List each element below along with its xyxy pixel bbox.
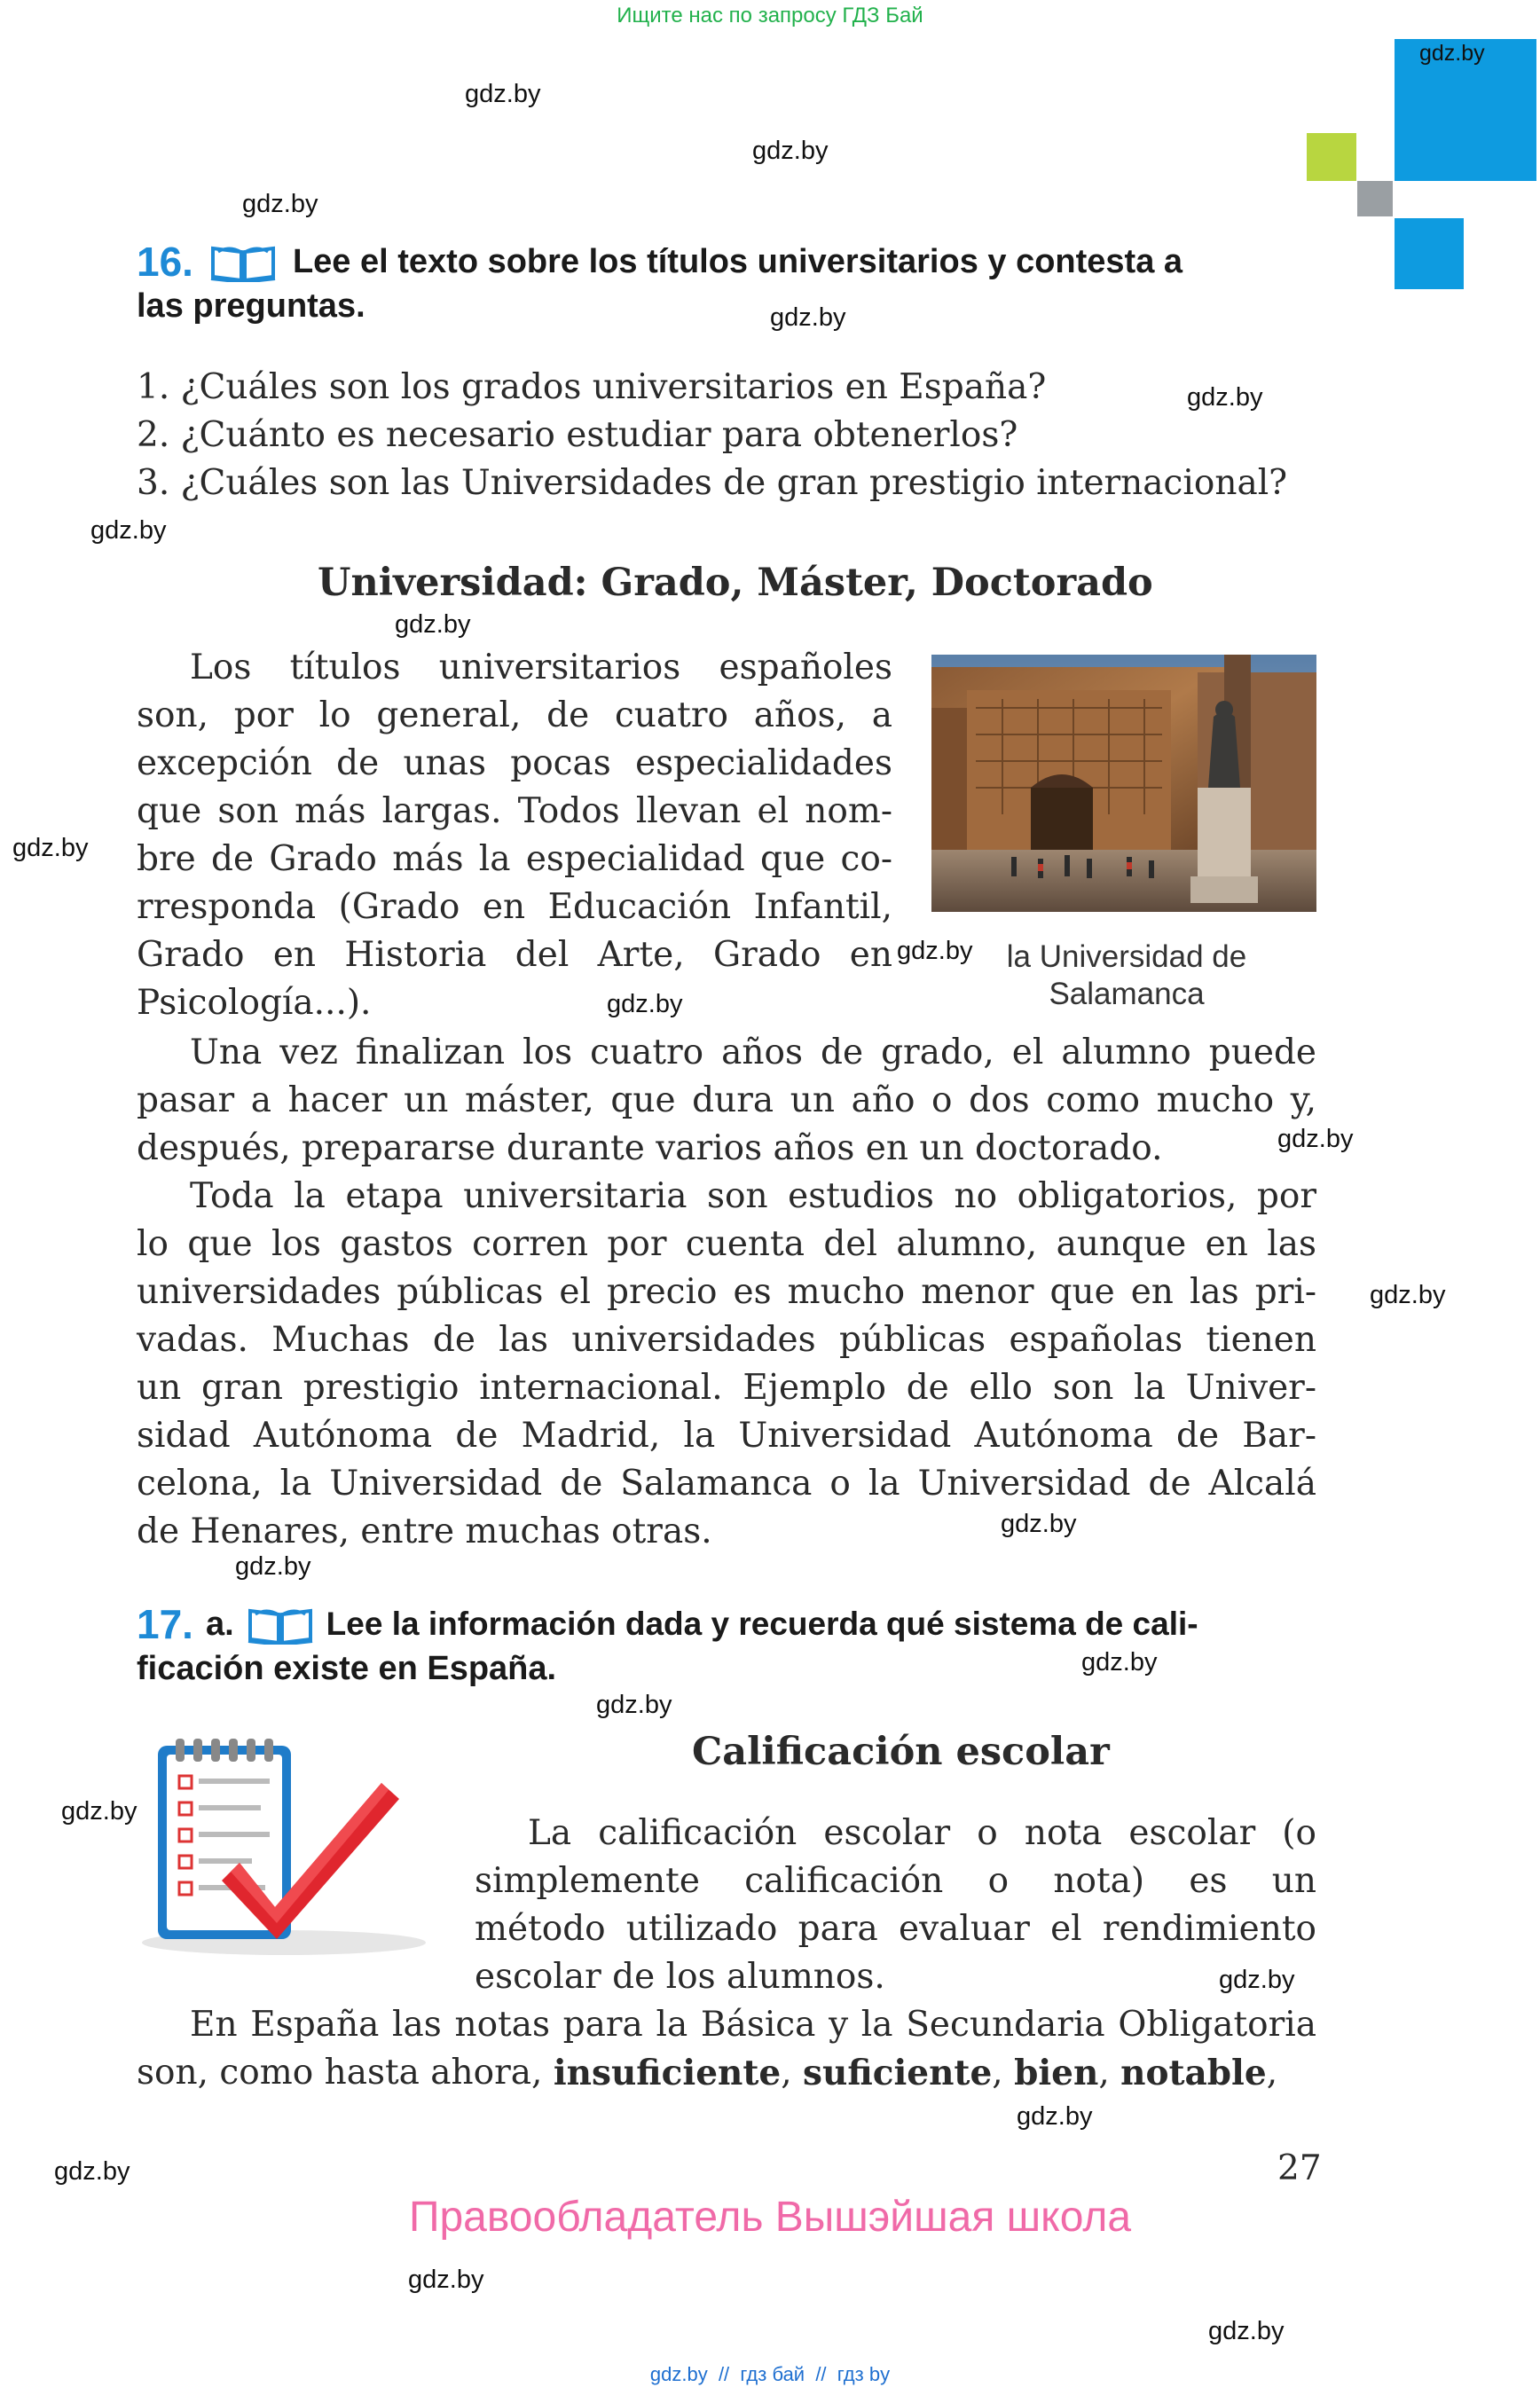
university-photo [931,655,1316,912]
task-instruction: Lee el texto sobre los títulos universitarios y contesta a [292,243,1183,280]
watermark[interactable]: gdz.by [607,990,683,1018]
article-title: Calificación escolar [692,1730,1110,1774]
article-paragraph [137,1029,1316,1173]
caption-line: la Universidad de [1006,939,1247,974]
watermark[interactable]: gdz.by [54,2157,130,2186]
article-title: Universidad: Grado, Máster, Doctorado [318,561,1153,605]
question-2: 2. ¿Cuánto es necesario estudiar para obtenerlos? [137,415,1018,455]
deco-square-green [1307,133,1356,181]
task-17-header [137,1602,1316,1691]
text-line: lo que los gastos corren por cuenta del alumno, aunque en las [137,1224,1316,1264]
grade-term: bien [1014,2053,1099,2093]
text-line: de Henares, entre muchas otras. [137,1512,712,1551]
top-banner[interactable]: Ищите нас по запросу ГДЗ Бай [617,4,923,27]
grade-term: suficiente [803,2053,993,2093]
article-paragraph [137,1173,1316,1556]
text-line: escolar de los alumnos. [475,1957,885,1997]
watermark[interactable]: gdz.by [596,1691,672,1719]
text-line: En España las notas para la Básica y la Secundaria Obligatoria [190,2005,1316,2045]
text-line: después, prepararse durante varios años en un doctorado. [137,1128,1163,1168]
text-line: método utilizado para evaluar el rendimiento [475,1909,1316,1949]
separator: , [781,2053,804,2093]
question-3: 3. ¿Cuáles son las Universidades de gran prestigio internacional? [137,463,1288,503]
watermark[interactable]: gdz.by [1219,1966,1295,1994]
text-line: universidades públicas el precio es mucho menor que en las pri- [137,1272,1316,1312]
text-line: Los títulos universitarios españoles [190,648,892,687]
watermark[interactable]: gdz.by [465,80,541,108]
watermark[interactable]: gdz.by [1001,1510,1077,1538]
grade-term: insuficiente [553,2053,782,2093]
task-16-header [137,240,1316,328]
task-number: 17. [137,1601,193,1647]
article-paragraph [137,644,892,1027]
text-line [137,2049,1316,2097]
text-line: son, por lo general, de cuatro años, a [137,695,892,735]
text-line: que son más largas. Todos llevan el nom- [137,791,892,831]
text-line: Psicología...). [137,983,372,1023]
caption-line: Salamanca [1049,977,1205,1011]
text-line: celona, la Universidad de Salamanca o la Universidad de Alcalá [137,1464,1316,1504]
watermark[interactable]: gdz.by [235,1552,311,1581]
text-line: pasar a hacer un máster, que dura un año o dos como mucho y, [137,1080,1316,1120]
article-paragraph [137,2001,1316,2097]
photo-caption [976,938,1277,1013]
task-instruction-cont: las preguntas. [137,287,365,325]
watermark[interactable]: gdz.by [242,190,318,218]
watermark[interactable]: gdz.by [12,834,89,862]
separator: , [992,2053,1015,2093]
text-line: vadas. Muchas de las universidades públicas españolas tienen [137,1320,1316,1360]
watermark[interactable]: gdz.by [897,937,973,965]
separator: , [1098,2053,1121,2093]
watermark[interactable]: gdz.by [1017,2102,1093,2131]
task-instruction-cont: ficación existe en España. [137,1650,557,1687]
book-icon [247,1604,314,1645]
task-number: 16. [137,239,193,285]
watermark[interactable]: gdz.by [395,610,471,639]
deco-square-blue-small [1395,218,1464,289]
text-line: Toda la etapa universitaria son estudios no obligatorios, por [190,1176,1316,1216]
separator: , [1266,2053,1278,2093]
text-line: Grado en Historia del Arte, Grado en [137,935,892,975]
task-subletter: a. [205,1606,234,1643]
watermark[interactable]: gdz.by [90,516,167,545]
watermark[interactable]: gdz.by [408,2266,484,2294]
task-instruction: Lee la información dada y recuerda qué sistema de cali- [326,1606,1198,1642]
text-line: rresponda (Grado en Educación Infantil, [137,887,892,927]
checklist-icon [106,1730,444,1960]
watermark[interactable]: gdz.by [752,137,829,165]
text-line: sidad Autónoma de Madrid, la Universidad Autónoma de Bar- [137,1416,1316,1456]
grade-term: notable [1120,2053,1267,2093]
watermark[interactable]: gdz.by [1081,1648,1158,1677]
deco-square-grey [1357,181,1393,216]
footer-links[interactable]: gdz.by // гдз бай // гдз by [649,2363,891,2385]
watermark[interactable]: gdz.by [1277,1125,1354,1153]
rights-holder: Правообладатель Вышэйшая школа [408,2194,1132,2241]
watermark[interactable]: gdz.by [1370,1281,1446,1309]
text-line: excepción de unas pocas especialidades [137,743,892,783]
text-line: simplemente calificación o nota) es un [475,1861,1316,1901]
watermark[interactable]: gdz.by [61,1797,138,1826]
watermark[interactable]: gdz.by [770,303,846,332]
article-paragraph [475,1810,1316,2001]
text-line: bre de Grado más la especialidad que co- [137,839,892,879]
text-line: La calificación escolar o nota escolar (o [528,1813,1316,1853]
watermark[interactable]: gdz.by [1187,383,1263,412]
text-fragment: son, como hasta ahora, [137,2053,554,2093]
text-line: Una vez finalizan los cuatro años de grado, el alumno puede [190,1033,1316,1072]
page-number: 27 [1277,2148,1322,2188]
question-1: 1. ¿Cuáles son los grados universitarios en España? [137,367,1047,407]
text-line: un gran prestigio internacional. Ejemplo de ello son la Univer- [137,1368,1316,1408]
watermark[interactable]: gdz.by [1419,41,1485,66]
watermark[interactable]: gdz.by [1208,2317,1285,2345]
book-icon [209,241,277,282]
